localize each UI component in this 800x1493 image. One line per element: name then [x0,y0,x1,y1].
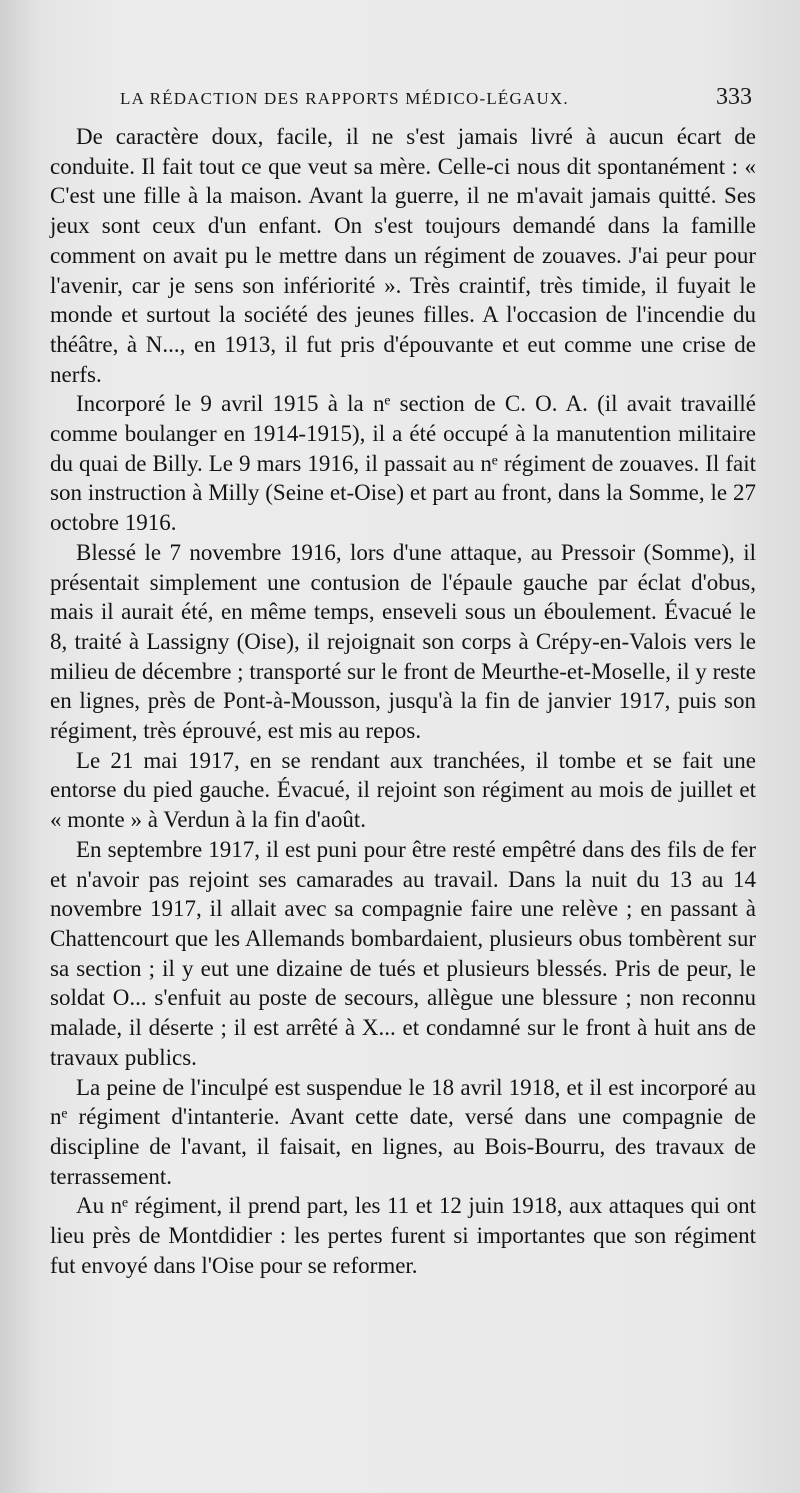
body-text [50,122,756,1280]
running-head: LA RÉDACTION DES RAPPORTS MÉDICO-LÉGAUX. [120,89,569,108]
paragraph-2: Incorporé le 9 avril 1915 à la nᵉ section de C. O. A. (il avait travaillé comme boulanger en 1914-1915), il a été occupé à la manutention militaire du quai de Billy. Le 9 mars 1916, il passait au nᵉ régiment de zouaves. Il fait son instruction à Milly (Seine et-Oise) et part au front, dans la Somme, le 27 octobre 1916. [50,391,756,536]
paragraph-6: La peine de l'inculpé est suspendue le 18 avril 1918, et il est incorporé au nᵉ régiment d'intanterie. Avant cette date, versé dans une compagnie de discipline de l'avant, il faisait, en lignes, au Bois-Bourru, des travaux de terrassement. [50,1074,756,1189]
paragraph-1: De caractère doux, facile, il ne s'est jamais livré à aucun écart de conduite. Il fait tout ce que veut sa mère. Celle-ci nous dit spontanément : « C'est une fille à la maison. Avant la guerre, il ne m'avait jamais quitté. Ses jeux sont ceux d'un enfant. On s'est toujours demandé dans la famille comment on avait pu le mettre dans un régiment de zouaves. J'ai peur pour l'avenir, car je sens son infériorité ». Très craintif, très timide, il fuyait le monde et surtout la société des jeunes filles. A l'occasion de l'incendie du théâtre, à N..., en 1913, il fut pris d'épouvante et eut comme une crise de nerfs. [50,124,756,387]
page-number: 333 [716,84,752,110]
page-header [120,84,752,116]
paragraph-5: En septembre 1917, il est puni pour être resté empêtré dans des fils de fer et n'avoir pas rejoint ses camarades au travail. Dans la nuit du 13 au 14 novembre 1917, il allait avec sa compagnie faire une relève ; en passant à Chattencourt que les Allemands bombardaient, plusieurs obus tombèrent sur sa section ; il y eut une dizaine de tués et plusieurs blessés. Pris de peur, le soldat O... s'enfuit au poste de secours, allègue une blessure ; non reconnu malade, il déserte ; il est arrêté à X... et condamné sur le front à huit ans de travaux publics. [50,836,756,1070]
paragraph-3: Blessé le 7 novembre 1916, lors d'une attaque, au Pressoir (Somme), il présentait simplement une contusion de l'épaule gauche par éclat d'obus, mais il aurait été, en même temps, enseveli sous un éboulement. Évacué le 8, traité à Lassigny (Oise), il rejoignait son corps à Crépy-en-Valois vers le milieu de décembre ; transporté sur le front de Meurthe-et-Moselle, il y reste en lignes, près de Pont-à-Mousson, jusqu'à la fin de janvier 1917, puis son régiment, très éprouvé, est mis au repos. [50,539,756,744]
paragraph-7: Au nᵉ régiment, il prend part, les 11 et 12 juin 1918, aux attaques qui ont lieu près de Montdidier : les pertes furent si importantes que son régiment fut envoyé dans l'Oise pour se reformer. [50,1193,756,1278]
paragraph-4: Le 21 mai 1917, en se rendant aux tranchées, il tombe et se fait une entorse du pied gauche. Évacué, il rejoint son régiment au mois de juillet et « monte » à Verdun à la fin d'août. [50,747,756,833]
